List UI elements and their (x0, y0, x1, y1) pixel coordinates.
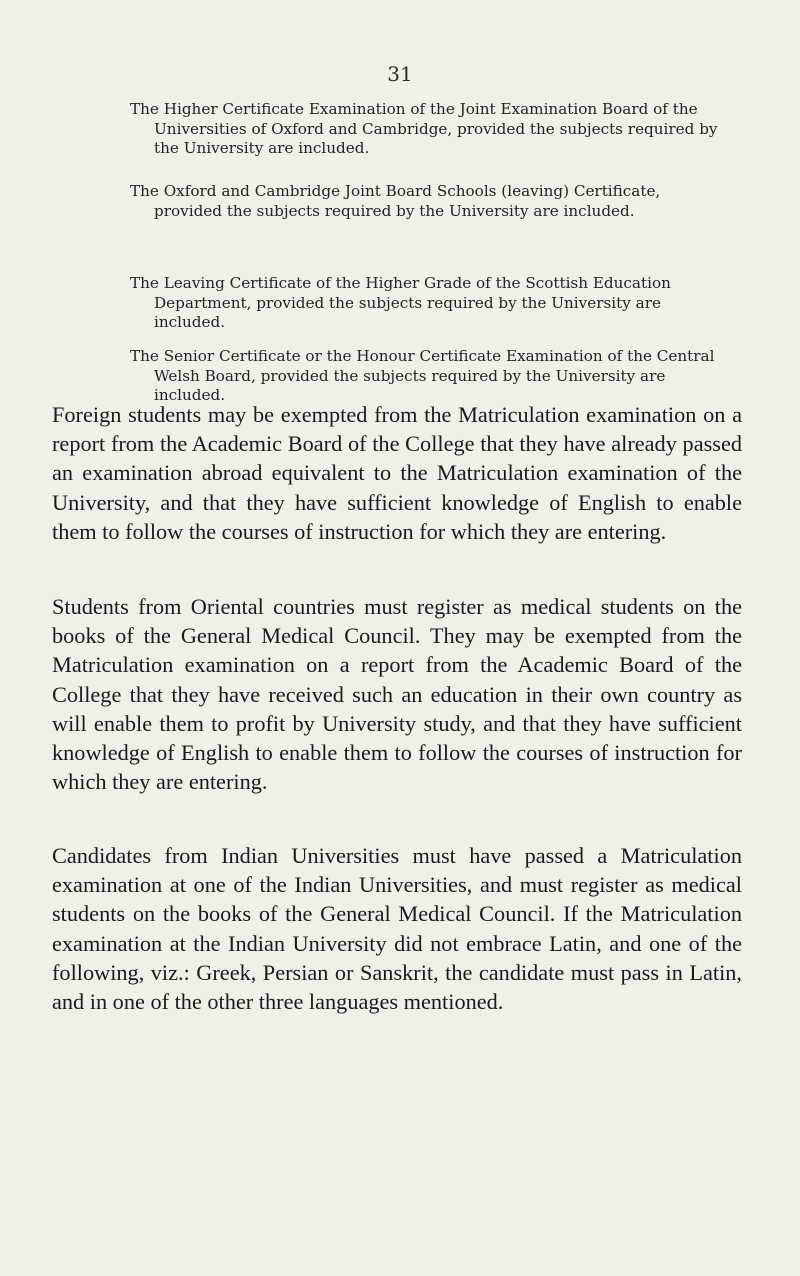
paragraph-text: The Leaving Certificate of the Higher Grade of the Scottish Education Department, provided the subjects required by the University are included. (130, 274, 671, 331)
paragraph-indian-candidates: Candidates from Indian Universities must have passed a Matriculation examination at one of the Indian Universities, and must register as medical students on the books of the General Medical Council. If the Matriculation examination at the Indian University did not embrace Latin, and one of the following, viz.: Greek, Persian or Sanskrit, the candidate must pass in Latin, and in one of the other three languages mentioned. (52, 843, 742, 1015)
paragraph-text: The Oxford and Cambridge Joint Board Schools (leaving) Certificate, provided the subjects required by the University are included. (130, 182, 661, 220)
paragraph-welsh-board-certificate (130, 347, 720, 406)
paragraph-scottish-leaving-certificate (130, 274, 720, 333)
paragraph-foreign-students: Foreign students may be exempted from the Matriculation examination on a report from the Academic Board of the College that they have already passed an examination abroad equivalent to the Matriculation examination of the University, and that they have sufficient knowledge of English to enable them to follow the courses of instruction for which they are entering. (52, 402, 742, 544)
paragraph-oriental-students: Students from Oriental countries must register as medical students on the books of the General Medical Council. They may be exempted from the Matriculation examination on a report from the Academic Board of the College that they have received such an education in their own country as will enable them to profit by University study, and that they have sufficient knowledge of English to enable them to follow the courses of instruction for which they are entering. (52, 594, 742, 795)
paragraph-text: The Senior Certificate or the Honour Certificate Examination of the Central Welsh Board, provided the subjects required by the University are included. (130, 347, 715, 404)
paragraph-higher-certificate (130, 100, 720, 159)
paragraph-joint-board-certificate (130, 182, 720, 221)
paragraph-text: The Higher Certificate Examination of the Joint Examination Board of the Universities of Oxford and Cambridge, provided the subjects required by the University are included. (130, 100, 718, 157)
page-number: 31 (387, 62, 413, 86)
